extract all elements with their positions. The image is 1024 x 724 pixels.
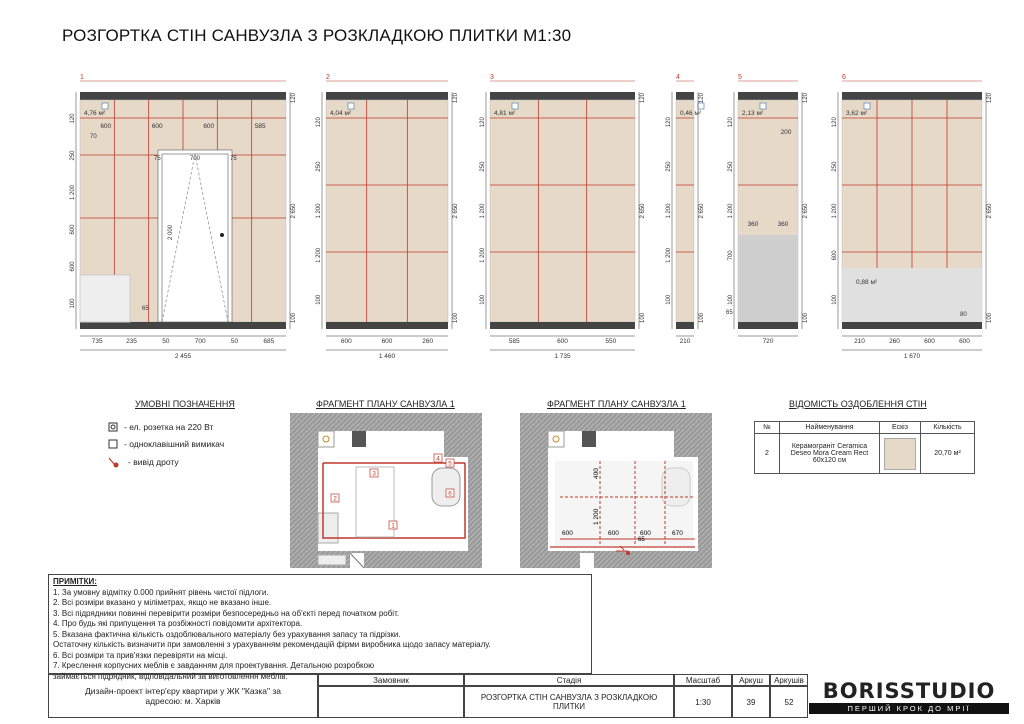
dim-label: 75 [154,156,161,162]
plan2-dim: 1 200 [593,508,600,525]
dim-label: 50 [162,338,170,345]
floor-strip [842,322,982,329]
dim-label: 1 200 [666,247,672,263]
wall-area: 0,46 м² [680,110,702,117]
dim-total: 1 460 [378,353,396,360]
dim-label: 700 [194,338,206,345]
dim-label: 360 [747,221,759,228]
dim-label: 100 [453,312,459,324]
sheet-title: РОЗГОРТКА СТІН САНВУЗЛА З РОЗКЛАДКОЮ ПЛИТКИ [464,686,674,718]
floor-strip [80,322,286,329]
title-block [48,671,1010,718]
note-line: займається підрядник, відповідальний за виготовлення меблів. [53,671,288,681]
floor-strip [676,322,694,329]
sheet-value: 39 [732,686,770,718]
area-tag-icon [348,103,354,109]
scale-label: Масштаб [674,674,732,686]
plan2-dim: 600 [640,530,651,537]
bathtub-zone [738,235,798,322]
plan2-dim: 400 [593,468,600,479]
elevation-marker-label: 1 [391,522,395,530]
legend-item: - вивід дроту [108,456,224,468]
dim-label: 250 [316,161,322,172]
note-line: 4. Про будь які припущення та розбіжності повідомити архітектора. [53,619,303,628]
plan2-dim: 600 [608,530,619,537]
col-num: № [755,422,780,434]
dim-label: 550 [605,338,617,345]
ceiling-strip [80,92,286,100]
dim-label: 600 [340,338,352,345]
area-tag-icon [512,103,518,109]
brand-slogan: ПЕРШИЙ КРОК ДО МРІЇ [809,703,1009,714]
elevation-marker-label: 5 [448,460,452,468]
wall-number: 2 [326,74,330,81]
dim-label: 80 [960,312,967,318]
dim-label: 120 [70,113,76,124]
dim-label: 2 650 [291,203,297,219]
dim-label: 65 [142,306,149,312]
ceiling-strip [490,92,635,100]
dim-label: 260 [889,338,900,345]
dim-label: 120 [832,117,838,128]
dim-label: 600 [381,338,393,345]
dim-label: 250 [666,161,672,172]
note-line: 7. Креслення корпусних меблів є завданням для проектування. Детальною розробкою [53,661,375,670]
project-name: Дизайн-проект інтер'єру квартири у ЖК "Казка" за адресою: м. Харків [48,674,318,718]
finish-table [754,421,975,474]
dim-label: 600 [924,338,935,345]
note-line: 2. Всі розміри вказано у міліметрах, якщо не вказано інше. [53,598,272,607]
plan2-drawing [520,413,712,568]
dim-total: 1 670 [903,353,921,360]
col-sketch: Ескіз [880,422,921,434]
note-line: 3. Всі підрядники повинні перевірити розміри безпосередньо на об'єкті перед початком робіт. [53,608,400,618]
dim-label: 120 [699,92,705,104]
dim-label: 100 [666,294,672,305]
floor-strip [326,322,448,329]
note-line: 1. За умовну відмітку 0.000 прийнят рівень чистої підлоги. [53,587,269,597]
dim-total: 1 735 [554,353,571,360]
wall-number: 5 [738,74,742,81]
dim-label: 120 [640,92,646,104]
dim-label: 100 [70,298,76,309]
dim-label: 2 000 [168,224,174,240]
dim-label: 250 [480,161,486,172]
plan2-dim: 670 [672,530,683,537]
dim-label: 100 [699,312,705,324]
plan2-dim: 65 [638,537,645,543]
plan1-heading: ФРАГМЕНТ ПЛАНУ САНВУЗЛА 1 [316,399,455,409]
dim-label: 1 200 [316,203,322,219]
area-tag-icon [102,103,108,109]
dim-label: 70 [90,134,97,140]
dim-label: 250 [728,161,734,172]
dim-label: 50 [230,338,239,345]
dim-label: 120 [666,117,672,128]
ceiling-strip [738,92,798,100]
wall-area-secondary: 0,88 м² [856,279,878,286]
dim-label: 1 200 [480,203,486,219]
elevation-marker-label: 2 [333,495,337,503]
plan2-dim: 600 [562,530,573,537]
wall-number: 1 [80,74,84,81]
wall-number: 3 [490,74,494,81]
wall-area: 3,62 м² [846,110,868,117]
dim-label: 120 [480,117,486,128]
dim-total: 2 455 [174,353,192,360]
dim-label: 2 650 [803,203,809,219]
ceiling-strip [326,92,448,100]
wire-outlet-icon [108,456,122,468]
dim-label: 2 650 [640,203,646,219]
page-title: РОЗГОРТКА СТІН САНВУЗЛА З РОЗКЛАДКОЮ ПЛИТКИ М1:30 [62,26,572,45]
plan2-heading: ФРАГМЕНТ ПЛАНУ САНВУЗЛА 1 [547,399,686,409]
legend-item: - ел. розетка на 220 Вт [108,422,224,432]
socket-icon [108,422,118,432]
dim-label: 120 [316,117,322,128]
dim-label: 600 [100,123,112,130]
note-line: 5. Вказана фактична кількість оздоблювального матеріалу без урахування запасу та підрізки. [53,629,401,639]
dim-label: 585 [254,123,266,130]
dim-label: 75 [230,156,237,162]
dim-label: 120 [728,117,734,128]
notes-heading: ПРИМІТКИ: [53,577,97,586]
ceiling-strip [842,92,982,100]
area-tag-icon [760,103,766,109]
dim-label: 2 650 [699,203,705,219]
dim-label: 720 [762,338,774,345]
wall-area: 4,76 м² [84,110,106,117]
area-tag-icon [864,103,870,109]
floor-strip [738,322,798,329]
col-name: Найменування [780,422,880,434]
col-qty: Кількість [921,422,975,434]
dim-label: 600 [203,123,215,130]
dim-label: 210 [854,338,865,345]
dim-label: 210 [679,338,691,345]
dim-label: 100 [291,312,297,324]
dim-label: 585 [508,338,520,345]
dim-label: 100 [803,312,809,324]
dim-label: 700 [728,250,734,261]
wall-elevations [0,60,1024,360]
dim-label: 600 [832,250,838,261]
dim-label: 100 [832,294,838,305]
sheets-value: 52 [770,686,808,718]
wall-number: 4 [676,74,680,81]
dim-label: 600 [70,261,76,272]
dim-label: 235 [126,338,137,345]
ceiling-strip [676,92,694,100]
wire-outlet-icon [626,551,630,555]
dim-label: 700 [189,156,201,162]
tile-field [676,100,694,322]
dim-label: 600 [70,224,76,235]
wall-area: 2,13 м² [742,110,764,117]
dim-label: 120 [803,92,809,104]
dim-label: 100 [640,312,646,324]
brand-name: BORISSTUDIO [822,678,996,703]
dim-label: 1 200 [480,247,486,263]
note-line: 6. Всі розміри та прив'язки перевіряти на місці. [53,650,228,660]
dim-label: 2 650 [987,203,993,219]
vanity-zone [80,275,130,322]
dim-label: 250 [832,161,838,172]
stage-label: Стадія [464,674,674,686]
dim-label: 600 [557,338,568,345]
dim-label: 100 [316,294,322,305]
elevation-marker-label: 4 [436,455,440,463]
tile-field [326,100,448,322]
dim-label: 260 [422,338,434,345]
finish-heading: ВІДОМІСТЬ ОЗДОБЛЕННЯ СТІН [789,399,927,409]
customer-value [318,686,464,718]
elevation-marker-label: 6 [448,490,452,498]
dim-label: 65 [726,310,733,316]
dim-label: 1 200 [316,247,322,263]
dim-label: 1 200 [70,184,76,201]
dim-label: 100 [987,312,993,324]
tile-swatch [884,438,916,470]
dim-label: 200 [780,129,792,136]
wall-area: 4,81 м² [494,110,516,117]
dim-label: 2 650 [453,203,459,219]
tile-field [490,100,635,322]
table-row: 2 Керамограніт Ceramica Deseo Mora Cream Rect 60x120 см 20,70 м² [755,434,975,474]
elevation-marker-label: 3 [372,470,376,478]
floor-strip [490,322,635,329]
dim-label: 685 [263,338,275,345]
sheet-label: Аркуш [732,674,770,686]
note-line: Остаточну кількість визначити при замовленні з урахуванням рекомендацій фірми виробника щодо запасу матеріалу. [53,640,491,649]
legend [108,422,224,468]
dim-label: 120 [291,92,297,104]
dim-label: 360 [777,221,789,228]
dim-label: 735 [91,338,103,345]
wall-number: 6 [842,74,846,81]
door-handle-icon [220,233,224,237]
switch-icon [108,439,118,449]
legend-heading: УМОВНІ ПОЗНАЧЕННЯ [135,399,235,409]
dim-label: 1 200 [832,203,838,219]
dim-label: 600 [151,123,163,130]
sheets-label: Аркушів [770,674,808,686]
plan1-drawing [290,413,482,568]
dim-label: 600 [959,338,970,345]
brand-logo [808,674,1010,718]
dim-label: 1 200 [666,203,672,219]
scale-value: 1:30 [674,686,732,718]
dim-label: 100 [480,294,486,305]
dim-label: 100 [728,294,734,305]
dim-label: 250 [70,150,76,161]
dim-label: 120 [453,92,459,104]
wall-area: 4,04 м² [330,110,352,117]
legend-item: - одноклавішний вимикач [108,439,224,449]
dim-label: 1 200 [728,203,734,219]
customer-label: Замовник [318,674,464,686]
dim-label: 120 [987,92,993,104]
